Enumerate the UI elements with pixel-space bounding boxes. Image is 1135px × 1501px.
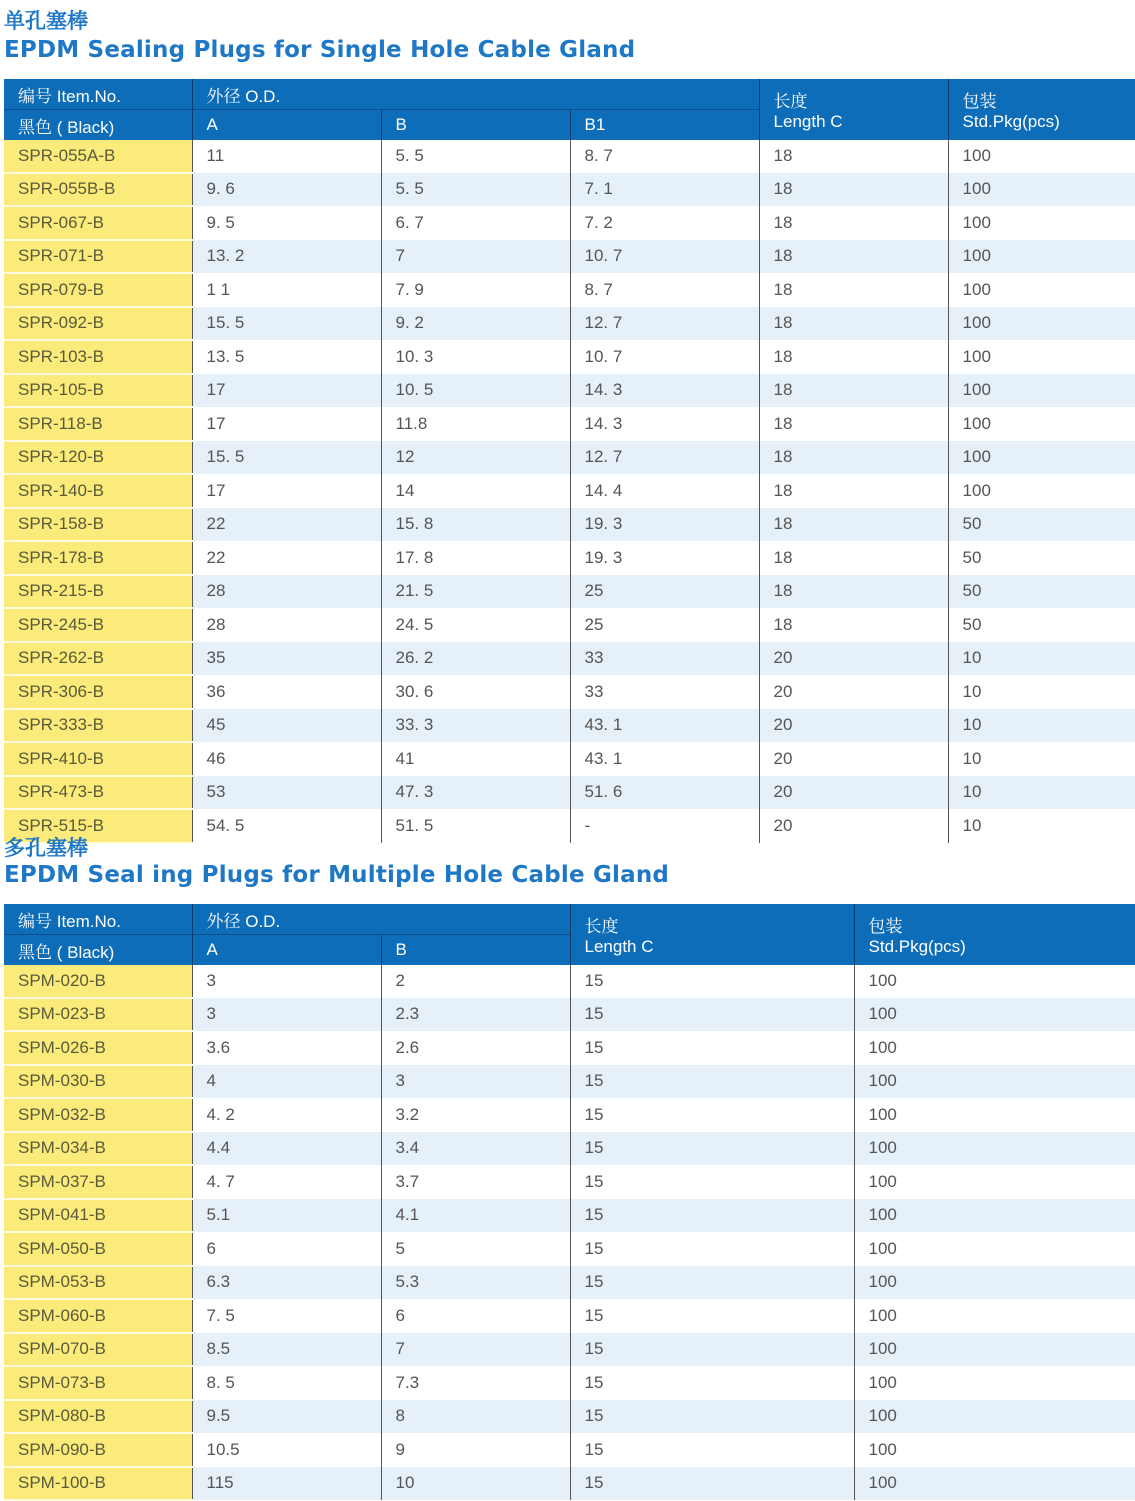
cell-a: 9.5 bbox=[192, 1400, 381, 1434]
cell-c: 15 bbox=[570, 1132, 854, 1166]
single-title-en: EPDM Sealing Plugs for Single Hole Cable Gland bbox=[4, 37, 636, 63]
cell-c: 15 bbox=[570, 965, 854, 998]
cell-a: 28 bbox=[192, 608, 381, 642]
cell-item: SPR-333-B bbox=[4, 709, 192, 743]
cell-pkg: 10 bbox=[948, 809, 1135, 843]
cell-item: SPR-105-B bbox=[4, 374, 192, 408]
cell-item: SPR-103-B bbox=[4, 340, 192, 374]
cell-b: 7 bbox=[381, 1333, 570, 1367]
table-row bbox=[4, 1132, 1135, 1166]
cell-pkg: 100 bbox=[854, 1199, 1135, 1233]
cell-c: 15 bbox=[570, 1165, 854, 1199]
cell-b: 11.8 bbox=[381, 407, 570, 441]
cell-pkg: 50 bbox=[948, 575, 1135, 609]
cell-c: 18 bbox=[759, 173, 948, 207]
cell-a: 15. 5 bbox=[192, 441, 381, 475]
cell-b: 17. 8 bbox=[381, 541, 570, 575]
table-row bbox=[4, 1165, 1135, 1199]
cell-c: 15 bbox=[570, 1098, 854, 1132]
table-row bbox=[4, 1433, 1135, 1467]
cell-c: 18 bbox=[759, 206, 948, 240]
cell-b1: 14. 4 bbox=[570, 474, 759, 508]
cell-pkg: 100 bbox=[854, 1232, 1135, 1266]
cell-a: 3 bbox=[192, 965, 381, 998]
cell-c: 20 bbox=[759, 675, 948, 709]
cell-c: 20 bbox=[759, 776, 948, 810]
cell-pkg: 10 bbox=[948, 642, 1135, 676]
cell-pkg: 100 bbox=[948, 441, 1135, 475]
cell-a: 22 bbox=[192, 541, 381, 575]
cell-a: 28 bbox=[192, 575, 381, 609]
cell-pkg: 100 bbox=[854, 965, 1135, 998]
cell-c: 15 bbox=[570, 998, 854, 1032]
cell-pkg: 100 bbox=[948, 474, 1135, 508]
header-item-no: 编号 Item.No. bbox=[4, 79, 192, 110]
cell-a: 17 bbox=[192, 407, 381, 441]
cell-b1: 33 bbox=[570, 642, 759, 676]
cell-b: 10 bbox=[381, 1467, 570, 1501]
cell-a: 22 bbox=[192, 508, 381, 542]
cell-b: 6. 7 bbox=[381, 206, 570, 240]
cell-c: 20 bbox=[759, 742, 948, 776]
table-row bbox=[4, 809, 1135, 843]
cell-a: 6 bbox=[192, 1232, 381, 1266]
cell-item: SPM-090-B bbox=[4, 1433, 192, 1467]
table-row bbox=[4, 441, 1135, 475]
cell-a: 36 bbox=[192, 675, 381, 709]
table-row bbox=[4, 575, 1135, 609]
cell-c: 15 bbox=[570, 1031, 854, 1065]
cell-item: SPM-070-B bbox=[4, 1333, 192, 1367]
table-row bbox=[4, 173, 1135, 207]
cell-b: 51. 5 bbox=[381, 809, 570, 843]
cell-b: 3.2 bbox=[381, 1098, 570, 1132]
cell-b: 5.3 bbox=[381, 1266, 570, 1300]
header-color: 黑色 ( Black) bbox=[4, 110, 192, 141]
cell-c: 15 bbox=[570, 1266, 854, 1300]
table-row bbox=[4, 541, 1135, 575]
cell-c: 18 bbox=[759, 441, 948, 475]
cell-item: SPM-020-B bbox=[4, 965, 192, 998]
cell-item: SPR-120-B bbox=[4, 441, 192, 475]
cell-pkg: 50 bbox=[948, 541, 1135, 575]
table-row bbox=[4, 340, 1135, 374]
cell-b1: 12. 7 bbox=[570, 441, 759, 475]
cell-a: 5.1 bbox=[192, 1199, 381, 1233]
cell-c: 18 bbox=[759, 307, 948, 341]
cell-item: SPR-245-B bbox=[4, 608, 192, 642]
header-item-no: 编号 Item.No. bbox=[4, 904, 192, 935]
multiple-table-body bbox=[4, 965, 1135, 1500]
table-row bbox=[4, 474, 1135, 508]
cell-b: 4.1 bbox=[381, 1199, 570, 1233]
cell-b1: 25 bbox=[570, 608, 759, 642]
cell-b: 12 bbox=[381, 441, 570, 475]
table-row bbox=[4, 1232, 1135, 1266]
cell-b1: 7. 2 bbox=[570, 206, 759, 240]
cell-item: SPM-053-B bbox=[4, 1266, 192, 1300]
cell-c: 15 bbox=[570, 1299, 854, 1333]
cell-item: SPM-073-B bbox=[4, 1366, 192, 1400]
table-row bbox=[4, 240, 1135, 274]
cell-b1: 43. 1 bbox=[570, 709, 759, 743]
cell-pkg: 100 bbox=[854, 1065, 1135, 1099]
table-row bbox=[4, 1098, 1135, 1132]
cell-item: SPR-055B-B bbox=[4, 173, 192, 207]
cell-item: SPR-067-B bbox=[4, 206, 192, 240]
cell-item: SPR-140-B bbox=[4, 474, 192, 508]
cell-a: 3.6 bbox=[192, 1031, 381, 1065]
cell-b1: 10. 7 bbox=[570, 240, 759, 274]
cell-a: 3 bbox=[192, 998, 381, 1032]
cell-a: 4. 2 bbox=[192, 1098, 381, 1132]
cell-b: 21. 5 bbox=[381, 575, 570, 609]
table-row bbox=[4, 508, 1135, 542]
cell-a: 8.5 bbox=[192, 1333, 381, 1367]
single-hole-table bbox=[4, 79, 1135, 844]
cell-b: 41 bbox=[381, 742, 570, 776]
cell-pkg: 100 bbox=[948, 240, 1135, 274]
cell-b1: 12. 7 bbox=[570, 307, 759, 341]
cell-c: 15 bbox=[570, 1199, 854, 1233]
table-row bbox=[4, 742, 1135, 776]
header-od: 外径 O.D. bbox=[192, 79, 759, 110]
cell-b1: 14. 3 bbox=[570, 374, 759, 408]
cell-pkg: 100 bbox=[854, 1366, 1135, 1400]
cell-b: 9. 2 bbox=[381, 307, 570, 341]
cell-b1: 25 bbox=[570, 575, 759, 609]
cell-b: 14 bbox=[381, 474, 570, 508]
cell-pkg: 100 bbox=[854, 1098, 1135, 1132]
cell-b1: 51. 6 bbox=[570, 776, 759, 810]
table-row bbox=[4, 965, 1135, 998]
cell-a: 17 bbox=[192, 374, 381, 408]
multiple-title-cn: 多孔塞棒 bbox=[4, 836, 88, 860]
cell-item: SPM-032-B bbox=[4, 1098, 192, 1132]
header-b1: B1 bbox=[570, 110, 759, 141]
cell-c: 18 bbox=[759, 474, 948, 508]
cell-a: 1 1 bbox=[192, 273, 381, 307]
cell-b1: 14. 3 bbox=[570, 407, 759, 441]
table-row bbox=[4, 1333, 1135, 1367]
cell-pkg: 100 bbox=[948, 140, 1135, 173]
cell-b: 5. 5 bbox=[381, 140, 570, 173]
header-length-en: Length C bbox=[584, 936, 654, 956]
cell-item: SPR-092-B bbox=[4, 307, 192, 341]
cell-pkg: 100 bbox=[854, 1400, 1135, 1434]
cell-a: 8. 5 bbox=[192, 1366, 381, 1400]
cell-c: 15 bbox=[570, 1333, 854, 1367]
header-a: A bbox=[192, 935, 381, 966]
header-a: A bbox=[192, 110, 381, 141]
cell-item: SPR-306-B bbox=[4, 675, 192, 709]
cell-item: SPM-034-B bbox=[4, 1132, 192, 1166]
cell-pkg: 10 bbox=[948, 742, 1135, 776]
cell-item: SPR-055A-B bbox=[4, 140, 192, 173]
table-row bbox=[4, 709, 1135, 743]
cell-a: 6.3 bbox=[192, 1266, 381, 1300]
cell-c: 20 bbox=[759, 642, 948, 676]
header-pkg-cn: 包装 bbox=[962, 91, 997, 111]
cell-pkg: 100 bbox=[854, 1165, 1135, 1199]
cell-item: SPM-100-B bbox=[4, 1467, 192, 1501]
table-row bbox=[4, 1400, 1135, 1434]
cell-c: 20 bbox=[759, 809, 948, 843]
single-table-body bbox=[4, 140, 1135, 843]
cell-item: SPM-041-B bbox=[4, 1199, 192, 1233]
cell-item: SPM-023-B bbox=[4, 998, 192, 1032]
header-od: 外径 O.D. bbox=[192, 904, 570, 935]
cell-b: 3.4 bbox=[381, 1132, 570, 1166]
header-length-en: Length C bbox=[773, 111, 843, 131]
cell-a: 7. 5 bbox=[192, 1299, 381, 1333]
cell-b: 3.7 bbox=[381, 1165, 570, 1199]
table-row bbox=[4, 407, 1135, 441]
header-b: B bbox=[381, 110, 570, 141]
table-row bbox=[4, 374, 1135, 408]
cell-item: SPM-030-B bbox=[4, 1065, 192, 1099]
table-row bbox=[4, 206, 1135, 240]
table-row bbox=[4, 307, 1135, 341]
header-pkg-en: Std.Pkg(pcs) bbox=[868, 936, 966, 956]
header-b: B bbox=[381, 935, 570, 966]
cell-b: 47. 3 bbox=[381, 776, 570, 810]
cell-c: 18 bbox=[759, 407, 948, 441]
cell-b: 26. 2 bbox=[381, 642, 570, 676]
cell-item: SPR-079-B bbox=[4, 273, 192, 307]
cell-pkg: 10 bbox=[948, 776, 1135, 810]
cell-item: SPR-515-B bbox=[4, 809, 192, 843]
cell-c: 15 bbox=[570, 1433, 854, 1467]
cell-a: 4. 7 bbox=[192, 1165, 381, 1199]
table-row bbox=[4, 1299, 1135, 1333]
cell-a: 4 bbox=[192, 1065, 381, 1099]
cell-b1: 8. 7 bbox=[570, 273, 759, 307]
cell-c: 15 bbox=[570, 1467, 854, 1501]
cell-pkg: 50 bbox=[948, 508, 1135, 542]
cell-pkg: 100 bbox=[948, 173, 1135, 207]
cell-c: 18 bbox=[759, 273, 948, 307]
cell-item: SPR-410-B bbox=[4, 742, 192, 776]
cell-pkg: 100 bbox=[854, 1299, 1135, 1333]
cell-b: 7.3 bbox=[381, 1366, 570, 1400]
cell-item: SPM-050-B bbox=[4, 1232, 192, 1266]
header-pkg-en: Std.Pkg(pcs) bbox=[962, 111, 1060, 131]
header-length bbox=[570, 904, 854, 965]
cell-b1: 8. 7 bbox=[570, 140, 759, 173]
cell-c: 18 bbox=[759, 240, 948, 274]
cell-b: 9 bbox=[381, 1433, 570, 1467]
cell-b: 7 bbox=[381, 240, 570, 274]
cell-pkg: 100 bbox=[854, 1433, 1135, 1467]
cell-b1: 43. 1 bbox=[570, 742, 759, 776]
header-length-cn: 长度 bbox=[773, 91, 808, 111]
cell-pkg: 100 bbox=[854, 1266, 1135, 1300]
table-row bbox=[4, 273, 1135, 307]
table-row bbox=[4, 776, 1135, 810]
cell-a: 53 bbox=[192, 776, 381, 810]
cell-b1: 10. 7 bbox=[570, 340, 759, 374]
cell-c: 18 bbox=[759, 140, 948, 173]
cell-item: SPR-118-B bbox=[4, 407, 192, 441]
cell-a: 17 bbox=[192, 474, 381, 508]
cell-pkg: 100 bbox=[948, 374, 1135, 408]
cell-a: 11 bbox=[192, 140, 381, 173]
cell-b: 33. 3 bbox=[381, 709, 570, 743]
header-length bbox=[759, 79, 948, 140]
cell-pkg: 100 bbox=[948, 307, 1135, 341]
cell-item: SPR-178-B bbox=[4, 541, 192, 575]
cell-item: SPR-071-B bbox=[4, 240, 192, 274]
cell-b: 8 bbox=[381, 1400, 570, 1434]
cell-b: 5. 5 bbox=[381, 173, 570, 207]
cell-pkg: 100 bbox=[854, 1333, 1135, 1367]
cell-b1: 33 bbox=[570, 675, 759, 709]
cell-pkg: 100 bbox=[948, 340, 1135, 374]
cell-b: 2 bbox=[381, 965, 570, 998]
cell-c: 15 bbox=[570, 1065, 854, 1099]
cell-c: 18 bbox=[759, 541, 948, 575]
cell-pkg: 10 bbox=[948, 709, 1135, 743]
cell-b: 2.6 bbox=[381, 1031, 570, 1065]
table-row bbox=[4, 1031, 1135, 1065]
header-pkg bbox=[948, 79, 1135, 140]
cell-a: 115 bbox=[192, 1467, 381, 1501]
header-color: 黑色 ( Black) bbox=[4, 935, 192, 966]
cell-c: 15 bbox=[570, 1232, 854, 1266]
table-row bbox=[4, 675, 1135, 709]
cell-b: 24. 5 bbox=[381, 608, 570, 642]
cell-c: 20 bbox=[759, 709, 948, 743]
cell-c: 18 bbox=[759, 575, 948, 609]
cell-b1: 7. 1 bbox=[570, 173, 759, 207]
table-row bbox=[4, 642, 1135, 676]
header-length-cn: 长度 bbox=[584, 916, 619, 936]
header-pkg bbox=[854, 904, 1135, 965]
cell-b: 15. 8 bbox=[381, 508, 570, 542]
cell-b: 30. 6 bbox=[381, 675, 570, 709]
cell-a: 9. 5 bbox=[192, 206, 381, 240]
cell-item: SPM-080-B bbox=[4, 1400, 192, 1434]
cell-a: 13. 5 bbox=[192, 340, 381, 374]
cell-item: SPM-037-B bbox=[4, 1165, 192, 1199]
cell-a: 13. 2 bbox=[192, 240, 381, 274]
cell-pkg: 100 bbox=[854, 1132, 1135, 1166]
cell-b: 10. 3 bbox=[381, 340, 570, 374]
cell-pkg: 100 bbox=[854, 1031, 1135, 1065]
cell-a: 15. 5 bbox=[192, 307, 381, 341]
cell-b: 2.3 bbox=[381, 998, 570, 1032]
cell-item: SPR-262-B bbox=[4, 642, 192, 676]
cell-a: 9. 6 bbox=[192, 173, 381, 207]
cell-pkg: 100 bbox=[948, 206, 1135, 240]
table-row bbox=[4, 1467, 1135, 1501]
cell-c: 18 bbox=[759, 374, 948, 408]
cell-a: 10.5 bbox=[192, 1433, 381, 1467]
cell-c: 18 bbox=[759, 608, 948, 642]
cell-b: 5 bbox=[381, 1232, 570, 1266]
cell-pkg: 100 bbox=[854, 998, 1135, 1032]
cell-b: 7. 9 bbox=[381, 273, 570, 307]
single-title-cn: 单孔塞棒 bbox=[4, 9, 88, 33]
cell-c: 15 bbox=[570, 1400, 854, 1434]
cell-b: 6 bbox=[381, 1299, 570, 1333]
cell-pkg: 100 bbox=[948, 273, 1135, 307]
cell-item: SPR-473-B bbox=[4, 776, 192, 810]
table-row bbox=[4, 1266, 1135, 1300]
cell-c: 15 bbox=[570, 1366, 854, 1400]
cell-item: SPR-158-B bbox=[4, 508, 192, 542]
cell-pkg: 10 bbox=[948, 675, 1135, 709]
cell-b: 3 bbox=[381, 1065, 570, 1099]
cell-b: 10. 5 bbox=[381, 374, 570, 408]
table-row bbox=[4, 1366, 1135, 1400]
table-row bbox=[4, 608, 1135, 642]
table-row bbox=[4, 998, 1135, 1032]
multiple-title-en: EPDM Seal ing Plugs for Multiple Hole Cable Gland bbox=[4, 862, 670, 888]
cell-b1: 19. 3 bbox=[570, 508, 759, 542]
table-row bbox=[4, 1199, 1135, 1233]
cell-a: 54. 5 bbox=[192, 809, 381, 843]
table-row bbox=[4, 1065, 1135, 1099]
cell-a: 45 bbox=[192, 709, 381, 743]
cell-c: 18 bbox=[759, 340, 948, 374]
cell-a: 35 bbox=[192, 642, 381, 676]
cell-a: 46 bbox=[192, 742, 381, 776]
multiple-hole-table bbox=[4, 904, 1135, 1501]
table-row bbox=[4, 140, 1135, 173]
cell-item: SPM-060-B bbox=[4, 1299, 192, 1333]
cell-b1: 19. 3 bbox=[570, 541, 759, 575]
header-pkg-cn: 包装 bbox=[868, 916, 903, 936]
cell-item: SPM-026-B bbox=[4, 1031, 192, 1065]
cell-a: 4.4 bbox=[192, 1132, 381, 1166]
cell-pkg: 50 bbox=[948, 608, 1135, 642]
cell-pkg: 100 bbox=[854, 1467, 1135, 1501]
cell-item: SPR-215-B bbox=[4, 575, 192, 609]
cell-c: 18 bbox=[759, 508, 948, 542]
cell-pkg: 100 bbox=[948, 407, 1135, 441]
cell-b1: - bbox=[570, 809, 759, 843]
